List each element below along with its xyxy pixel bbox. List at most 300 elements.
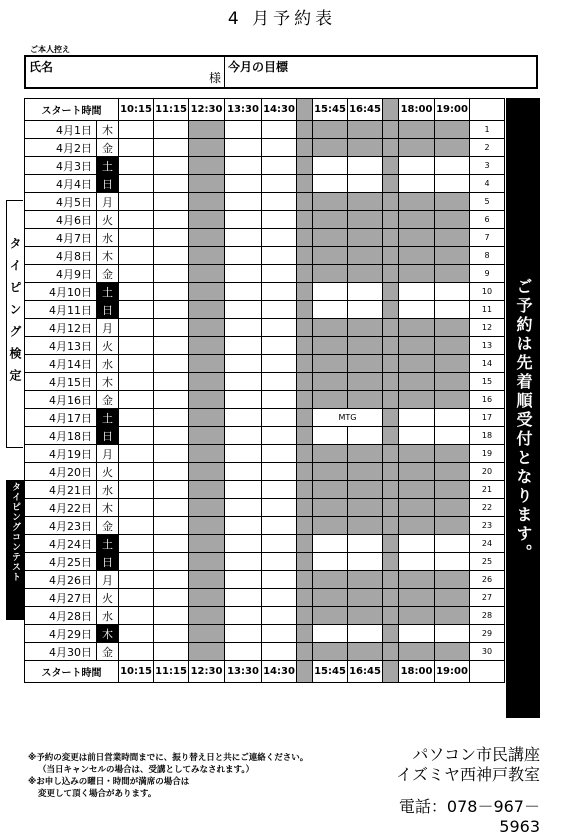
slot-1015[interactable] — [119, 265, 154, 283]
slot-1230[interactable] — [189, 373, 225, 391]
slot-1545[interactable] — [313, 643, 348, 661]
slot-1115[interactable] — [154, 157, 189, 175]
slot-1800[interactable] — [399, 535, 435, 553]
slot-1545[interactable] — [313, 553, 348, 571]
slot-1545[interactable] — [313, 283, 348, 301]
slot-1545[interactable] — [313, 319, 348, 337]
slot-1645[interactable] — [348, 139, 383, 157]
slot-1545[interactable] — [313, 445, 348, 463]
slot-1645[interactable] — [348, 175, 383, 193]
slot-1800[interactable] — [399, 301, 435, 319]
slot-1230[interactable] — [189, 463, 225, 481]
slot-1430[interactable] — [262, 283, 297, 301]
slot-1115[interactable] — [154, 121, 189, 139]
slot-1900[interactable] — [435, 445, 470, 463]
slot-1430[interactable] — [262, 427, 297, 445]
slot-1015[interactable] — [119, 355, 154, 373]
slot-1545[interactable] — [313, 265, 348, 283]
slot-1645[interactable] — [348, 553, 383, 571]
slot-1800[interactable] — [399, 157, 435, 175]
slot-1800[interactable] — [399, 175, 435, 193]
slot-1115[interactable] — [154, 571, 189, 589]
slot-1545[interactable] — [313, 481, 348, 499]
slot-1900[interactable] — [435, 373, 470, 391]
slot-1900[interactable] — [435, 337, 470, 355]
slot-1900[interactable] — [435, 589, 470, 607]
name-field[interactable] — [26, 57, 225, 87]
slot-1900[interactable] — [435, 499, 470, 517]
slot-1900[interactable] — [435, 643, 470, 661]
slot-1800[interactable] — [399, 391, 435, 409]
slot-1230[interactable] — [189, 157, 225, 175]
slot-1645[interactable] — [348, 337, 383, 355]
slot-1800[interactable] — [399, 121, 435, 139]
slot-1230[interactable] — [189, 121, 225, 139]
weekday-cell: 木 — [97, 247, 119, 265]
goal-label: 今月の目標 — [228, 60, 289, 74]
slot-1900[interactable] — [435, 229, 470, 247]
slot-1330[interactable] — [225, 373, 262, 391]
slot-1330[interactable] — [225, 319, 262, 337]
slot-1230[interactable] — [189, 391, 225, 409]
slot-1230[interactable] — [189, 589, 225, 607]
slot-1015[interactable] — [119, 481, 154, 499]
slot-1330[interactable] — [225, 121, 262, 139]
slot-1115[interactable] — [154, 391, 189, 409]
slot-1115[interactable] — [154, 481, 189, 499]
slot-1645[interactable] — [348, 391, 383, 409]
slot-1115[interactable] — [154, 319, 189, 337]
slot-1115[interactable] — [154, 553, 189, 571]
slot-1800[interactable] — [399, 571, 435, 589]
slot-1645[interactable] — [348, 373, 383, 391]
slot-1800[interactable] — [399, 463, 435, 481]
slot-1230[interactable] — [189, 247, 225, 265]
slot-1800[interactable] — [399, 283, 435, 301]
slot-1330[interactable] — [225, 229, 262, 247]
slot-1430[interactable] — [262, 301, 297, 319]
slot-1900[interactable] — [435, 193, 470, 211]
slot-1230[interactable] — [189, 193, 225, 211]
date-cell: 4月1日 — [25, 121, 97, 139]
footer-time-1545: 15:45 — [313, 661, 348, 683]
slot-1330[interactable] — [225, 571, 262, 589]
slot-1900[interactable] — [435, 607, 470, 625]
slot-1330[interactable] — [225, 283, 262, 301]
gap-cell — [383, 265, 399, 283]
slot-1115[interactable] — [154, 589, 189, 607]
slot-1015[interactable] — [119, 589, 154, 607]
slot-1230[interactable] — [189, 535, 225, 553]
slot-1330[interactable] — [225, 247, 262, 265]
slot-1330[interactable] — [225, 355, 262, 373]
slot-1115[interactable] — [154, 409, 189, 427]
slot-1115[interactable] — [154, 427, 189, 445]
slot-1115[interactable] — [154, 139, 189, 157]
slot-1900[interactable] — [435, 283, 470, 301]
slot-1430[interactable] — [262, 265, 297, 283]
slot-1330[interactable] — [225, 409, 262, 427]
slot-1430[interactable] — [262, 355, 297, 373]
slot-1330[interactable] — [225, 301, 262, 319]
gap-cell — [383, 643, 399, 661]
gap-cell — [383, 337, 399, 355]
weekday-cell: 日 — [97, 427, 119, 445]
slot-1115[interactable] — [154, 625, 189, 643]
slot-1430[interactable] — [262, 625, 297, 643]
slot-1430[interactable] — [262, 319, 297, 337]
slot-1545[interactable] — [313, 517, 348, 535]
slot-1330[interactable] — [225, 175, 262, 193]
row-number: 1 — [470, 121, 505, 139]
slot-1645[interactable] — [348, 157, 383, 175]
slot-1015[interactable] — [119, 283, 154, 301]
slot-1545[interactable] — [313, 607, 348, 625]
slot-1115[interactable] — [154, 643, 189, 661]
slot-1230[interactable] — [189, 445, 225, 463]
slot-1900[interactable] — [435, 463, 470, 481]
slot-1115[interactable] — [154, 535, 189, 553]
slot-1430[interactable] — [262, 391, 297, 409]
slot-1115[interactable] — [154, 211, 189, 229]
slot-1015[interactable] — [119, 625, 154, 643]
slot-1900[interactable] — [435, 157, 470, 175]
slot-1230[interactable] — [189, 211, 225, 229]
slot-1900[interactable] — [435, 139, 470, 157]
slot-1015[interactable] — [119, 121, 154, 139]
slot-1900[interactable] — [435, 319, 470, 337]
slot-1545[interactable] — [313, 625, 348, 643]
slot-1330[interactable] — [225, 445, 262, 463]
slot-1545[interactable] — [313, 175, 348, 193]
slot-1430[interactable] — [262, 463, 297, 481]
slot-1230[interactable] — [189, 481, 225, 499]
slot-1545[interactable] — [313, 211, 348, 229]
slot-1015[interactable] — [119, 301, 154, 319]
slot-1015[interactable] — [119, 571, 154, 589]
note-line-3: ※お申し込みの曜日・時間が満席の場合は — [28, 777, 190, 787]
weekday-cell: 土 — [97, 535, 119, 553]
slot-1330[interactable] — [225, 499, 262, 517]
slot-1015[interactable] — [119, 643, 154, 661]
slot-1545[interactable] — [313, 373, 348, 391]
slot-1900[interactable] — [435, 535, 470, 553]
slot-1900[interactable] — [435, 121, 470, 139]
slot-1900[interactable] — [435, 517, 470, 535]
slot-1800[interactable] — [399, 481, 435, 499]
slot-1330[interactable] — [225, 265, 262, 283]
slot-1015[interactable] — [119, 157, 154, 175]
slot-1900[interactable] — [435, 265, 470, 283]
slot-1645[interactable] — [348, 499, 383, 517]
slot-1545[interactable] — [313, 589, 348, 607]
slot-1645[interactable] — [348, 247, 383, 265]
slot-1015[interactable] — [119, 247, 154, 265]
slot-1230[interactable] — [189, 643, 225, 661]
slot-1330[interactable] — [225, 481, 262, 499]
slot-1230[interactable] — [189, 265, 225, 283]
slot-1800[interactable] — [399, 337, 435, 355]
slot-1430[interactable] — [262, 481, 297, 499]
slot-1015[interactable] — [119, 211, 154, 229]
slot-1015[interactable] — [119, 391, 154, 409]
slot-1115[interactable] — [154, 445, 189, 463]
date-cell: 4月10日 — [25, 283, 97, 301]
slot-1800[interactable] — [399, 553, 435, 571]
slot-1430[interactable] — [262, 445, 297, 463]
slot-1115[interactable] — [154, 337, 189, 355]
slot-1430[interactable] — [262, 607, 297, 625]
slot-1330[interactable] — [225, 625, 262, 643]
slot-1645[interactable] — [348, 193, 383, 211]
weekday-cell: 土 — [97, 283, 119, 301]
slot-1430[interactable] — [262, 409, 297, 427]
slot-note[interactable]: MTG — [313, 409, 383, 427]
slot-1800[interactable] — [399, 643, 435, 661]
slot-1015[interactable] — [119, 445, 154, 463]
slot-1800[interactable] — [399, 211, 435, 229]
slot-1330[interactable] — [225, 337, 262, 355]
slot-1645[interactable] — [348, 463, 383, 481]
date-cell: 4月17日 — [25, 409, 97, 427]
slot-1430[interactable] — [262, 157, 297, 175]
slot-1430[interactable] — [262, 211, 297, 229]
row-number: 20 — [470, 463, 505, 481]
slot-1015[interactable] — [119, 409, 154, 427]
slot-1430[interactable] — [262, 535, 297, 553]
slot-1645[interactable] — [348, 643, 383, 661]
slot-1545[interactable] — [313, 427, 348, 445]
slot-1900[interactable] — [435, 553, 470, 571]
slot-1430[interactable] — [262, 121, 297, 139]
slot-1330[interactable] — [225, 553, 262, 571]
slot-1645[interactable] — [348, 607, 383, 625]
slot-1015[interactable] — [119, 139, 154, 157]
slot-1015[interactable] — [119, 535, 154, 553]
slot-1230[interactable] — [189, 337, 225, 355]
slot-1800[interactable] — [399, 499, 435, 517]
slot-1015[interactable] — [119, 463, 154, 481]
row-number: 17 — [470, 409, 505, 427]
slot-1430[interactable] — [262, 229, 297, 247]
slot-1115[interactable] — [154, 517, 189, 535]
slot-1115[interactable] — [154, 247, 189, 265]
slot-1230[interactable] — [189, 517, 225, 535]
slot-1430[interactable] — [262, 517, 297, 535]
slot-1645[interactable] — [348, 571, 383, 589]
slot-1900[interactable] — [435, 247, 470, 265]
slot-1015[interactable] — [119, 499, 154, 517]
slot-1015[interactable] — [119, 319, 154, 337]
slot-1430[interactable] — [262, 175, 297, 193]
slot-1330[interactable] — [225, 391, 262, 409]
slot-1645[interactable] — [348, 589, 383, 607]
slot-1800[interactable] — [399, 445, 435, 463]
slot-1645[interactable] — [348, 535, 383, 553]
slot-1800[interactable] — [399, 373, 435, 391]
slot-1330[interactable] — [225, 607, 262, 625]
slot-1230[interactable] — [189, 625, 225, 643]
slot-1115[interactable] — [154, 283, 189, 301]
slot-1900[interactable] — [435, 175, 470, 193]
slot-1645[interactable] — [348, 481, 383, 499]
slot-1330[interactable] — [225, 517, 262, 535]
slot-1900[interactable] — [435, 427, 470, 445]
slot-1645[interactable] — [348, 229, 383, 247]
slot-1545[interactable] — [313, 535, 348, 553]
slot-1330[interactable] — [225, 193, 262, 211]
slot-1900[interactable] — [435, 301, 470, 319]
slot-1330[interactable] — [225, 157, 262, 175]
slot-1645[interactable] — [348, 283, 383, 301]
slot-1900[interactable] — [435, 409, 470, 427]
slot-1800[interactable] — [399, 247, 435, 265]
slot-1230[interactable] — [189, 427, 225, 445]
slot-1645[interactable] — [348, 625, 383, 643]
slot-1900[interactable] — [435, 571, 470, 589]
slot-1115[interactable] — [154, 373, 189, 391]
slot-1800[interactable] — [399, 229, 435, 247]
slot-1800[interactable] — [399, 265, 435, 283]
slot-1800[interactable] — [399, 139, 435, 157]
slot-1645[interactable] — [348, 211, 383, 229]
slot-1015[interactable] — [119, 517, 154, 535]
slot-1230[interactable] — [189, 571, 225, 589]
slot-1545[interactable] — [313, 139, 348, 157]
slot-1015[interactable] — [119, 229, 154, 247]
slot-1900[interactable] — [435, 355, 470, 373]
slot-1430[interactable] — [262, 571, 297, 589]
weekday-cell: 土 — [97, 409, 119, 427]
slot-1545[interactable] — [313, 121, 348, 139]
slot-1800[interactable] — [399, 625, 435, 643]
slot-1545[interactable] — [313, 301, 348, 319]
slot-1430[interactable] — [262, 589, 297, 607]
slot-1430[interactable] — [262, 193, 297, 211]
gap-cell — [297, 517, 313, 535]
slot-1230[interactable] — [189, 409, 225, 427]
slot-1230[interactable] — [189, 355, 225, 373]
date-cell: 4月20日 — [25, 463, 97, 481]
slot-1115[interactable] — [154, 229, 189, 247]
slot-1330[interactable] — [225, 535, 262, 553]
slot-1330[interactable] — [225, 427, 262, 445]
slot-1015[interactable] — [119, 427, 154, 445]
slot-1115[interactable] — [154, 355, 189, 373]
row-number: 21 — [470, 481, 505, 499]
gap-cell — [383, 499, 399, 517]
slot-1115[interactable] — [154, 175, 189, 193]
slot-1900[interactable] — [435, 625, 470, 643]
footer-number-header — [470, 661, 505, 683]
slot-1230[interactable] — [189, 607, 225, 625]
slot-1800[interactable] — [399, 409, 435, 427]
slot-1015[interactable] — [119, 337, 154, 355]
slot-1645[interactable] — [348, 445, 383, 463]
slot-1800[interactable] — [399, 607, 435, 625]
slot-1330[interactable] — [225, 463, 262, 481]
slot-1430[interactable] — [262, 553, 297, 571]
gap-cell — [297, 247, 313, 265]
slot-1230[interactable] — [189, 301, 225, 319]
slot-1645[interactable] — [348, 517, 383, 535]
slot-1430[interactable] — [262, 139, 297, 157]
slot-1645[interactable] — [348, 121, 383, 139]
slot-1645[interactable] — [348, 427, 383, 445]
slot-1230[interactable] — [189, 139, 225, 157]
slot-1545[interactable] — [313, 193, 348, 211]
table-row — [25, 427, 505, 445]
slot-1900[interactable] — [435, 481, 470, 499]
footer-row — [25, 661, 505, 683]
slot-1115[interactable] — [154, 607, 189, 625]
slot-1900[interactable] — [435, 391, 470, 409]
slot-1015[interactable] — [119, 373, 154, 391]
slot-1015[interactable] — [119, 553, 154, 571]
slot-1545[interactable] — [313, 499, 348, 517]
table-row — [25, 571, 505, 589]
slot-1545[interactable] — [313, 157, 348, 175]
slot-1645[interactable] — [348, 355, 383, 373]
slot-1115[interactable] — [154, 193, 189, 211]
slot-1800[interactable] — [399, 355, 435, 373]
slot-1430[interactable] — [262, 373, 297, 391]
gap-cell — [383, 193, 399, 211]
slot-1230[interactable] — [189, 175, 225, 193]
slot-1330[interactable] — [225, 211, 262, 229]
slot-1230[interactable] — [189, 499, 225, 517]
slot-1545[interactable] — [313, 229, 348, 247]
slot-1545[interactable] — [313, 571, 348, 589]
row-number: 15 — [470, 373, 505, 391]
gap-cell — [297, 373, 313, 391]
slot-1645[interactable] — [348, 265, 383, 283]
slot-1800[interactable] — [399, 427, 435, 445]
slot-1645[interactable] — [348, 301, 383, 319]
slot-1230[interactable] — [189, 229, 225, 247]
slot-1230[interactable] — [189, 319, 225, 337]
slot-1330[interactable] — [225, 643, 262, 661]
slot-1430[interactable] — [262, 337, 297, 355]
slot-1545[interactable] — [313, 247, 348, 265]
slot-1015[interactable] — [119, 175, 154, 193]
slot-1115[interactable] — [154, 499, 189, 517]
slot-1430[interactable] — [262, 643, 297, 661]
slot-1900[interactable] — [435, 211, 470, 229]
slot-1015[interactable] — [119, 607, 154, 625]
slot-1545[interactable] — [313, 463, 348, 481]
slot-1545[interactable] — [313, 391, 348, 409]
slot-1015[interactable] — [119, 193, 154, 211]
slot-1645[interactable] — [348, 319, 383, 337]
slot-1115[interactable] — [154, 265, 189, 283]
slot-1430[interactable] — [262, 499, 297, 517]
slot-1800[interactable] — [399, 589, 435, 607]
slot-1115[interactable] — [154, 463, 189, 481]
slot-1800[interactable] — [399, 319, 435, 337]
slot-1545[interactable] — [313, 337, 348, 355]
slot-1115[interactable] — [154, 301, 189, 319]
slot-1230[interactable] — [189, 283, 225, 301]
slot-1430[interactable] — [262, 247, 297, 265]
slot-1800[interactable] — [399, 193, 435, 211]
slot-1545[interactable] — [313, 355, 348, 373]
table-row — [25, 589, 505, 607]
slot-1330[interactable] — [225, 589, 262, 607]
slot-1800[interactable] — [399, 517, 435, 535]
slot-1330[interactable] — [225, 139, 262, 157]
slot-1230[interactable] — [189, 553, 225, 571]
